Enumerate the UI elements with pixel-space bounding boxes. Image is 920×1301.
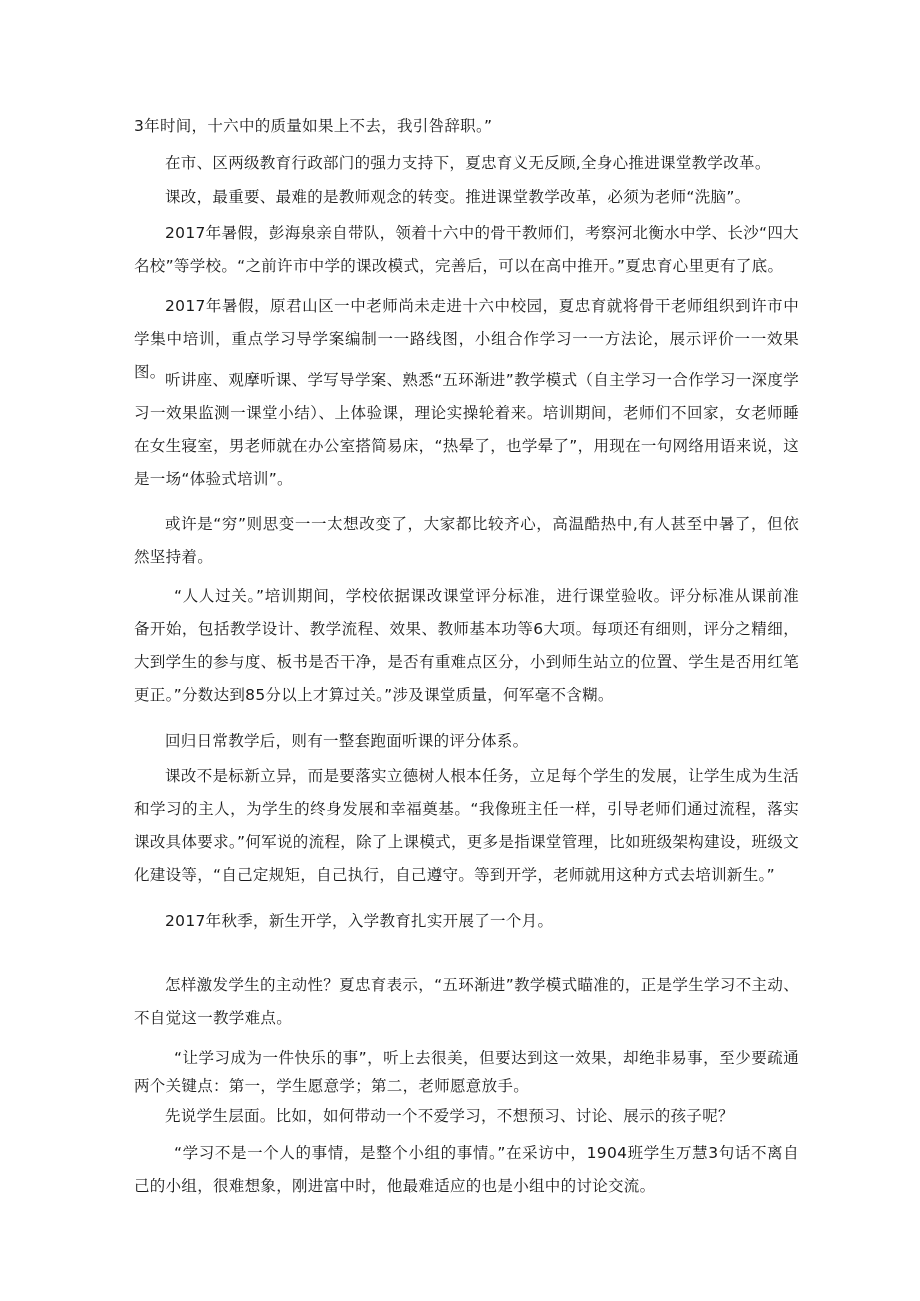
paragraph-5: 2017年暑假，原君山区一中老师尚未走进十六中校园，夏忠育就将骨干老师组织到许市中学集中培训，重点学习导学案编制一一路线图，小组合作学习一一方法论，展示评价一一效果图。 [134,297,799,381]
paragraph-14: 先说学生层面。比如，如何带动一个不爱学习，不想预习、讨论、展示的孩子呢？ [165,1107,734,1125]
paragraph-7: 或许是“穷”则思变一一太想改变了，大家都比较齐心，高温酷热中,有人甚至中暑了，但依然坚持着。 [134,515,799,566]
paragraph-8: “人人过关。”培训期间，学校依据课改课堂评分标准，进行课堂验收。评分标准从课前准备开始，包括教学设计、教学流程、效果、教师基本功等6大项。每项还有细则，评分之精细，大到学生的参与度、板书是否干净，是否有重难点区分，小到师生站立的位置、学生是否用红笔更正。”分数达到85分以上才算过关。”涉及课堂质量，何军毫不含糊。 [134,587,799,704]
paragraph-9: 回归日常教学后，则有一整套跑面听课的评分体系。 [165,732,529,750]
paragraph-2: 在市、区两级教育行政部门的强力支持下，夏忠育义无反顾,全身心推进课堂教学改革。 [165,154,771,172]
paragraph-1: 3年时间，十六中的质量如果上不去，我引咎辞职。” [134,117,493,135]
paragraph-4: 2017年暑假，彭海泉亲自带队，领着十六中的骨干教师们，考察河北衡水中学、长沙“四大名校”等学校。“之前许市中学的课改模式，完善后，可以在高中推开。”夏忠育心里更有了底。 [134,224,799,275]
paragraph-12: 怎样激发学生的主动性？夏忠育表示，“五环渐进”教学模式瞄准的，正是学生学习不主动、不自觉这一教学难点。 [134,976,799,1027]
paragraph-6: 听讲座、观摩听课、学写导学案、熟悉“五环渐进”教学模式（自主学习一合作学习一深度学习一效果监测一课堂小结）、上体验课，理论实操轮着来。培训期间，老师们不回家，女老师睡在女生寝室，男老师就在办公室搭简易床，“热晕了，也学晕了”，用现在一句网络用语来说，这是一场“体验式培训”。 [134,371,799,488]
paragraph-3: 课改，最重要、最难的是教师观念的转变。推进课堂教学改革，必须为老师“洗脑”。 [165,188,751,206]
paragraph-13: “让学习成为一件快乐的事”，听上去很美，但要达到这一效果，却绝非易事，至少要疏通两个关键点：第一，学生愿意学；第二，老师愿意放手。 [134,1049,799,1095]
paragraph-10: 课改不是标新立异，而是要落实立德树人根本任务，立足每个学生的发展，让学生成为生活和学习的主人，为学生的终身发展和幸福奠基。“我像班主任一样，引导老师们通过流程，落实课改具体要求。”何军说的流程，除了上课模式，更多是指课堂管理，比如班级架构建设，班级文化建设等，“自己定规矩，自己执行，自己遵守。等到开学，老师就用这种方式去培训新生。” [134,767,799,884]
paragraph-11: 2017年秋季，新生开学，入学教育扎实开展了一个月。 [165,912,554,930]
paragraph-15: “学习不是一个人的事情，是整个小组的事情。”在采访中，1904班学生万慧3句话不离自己的小组，很难想象，刚进富中时，他最难适应的也是小组中的讨论交流。 [134,1144,799,1195]
